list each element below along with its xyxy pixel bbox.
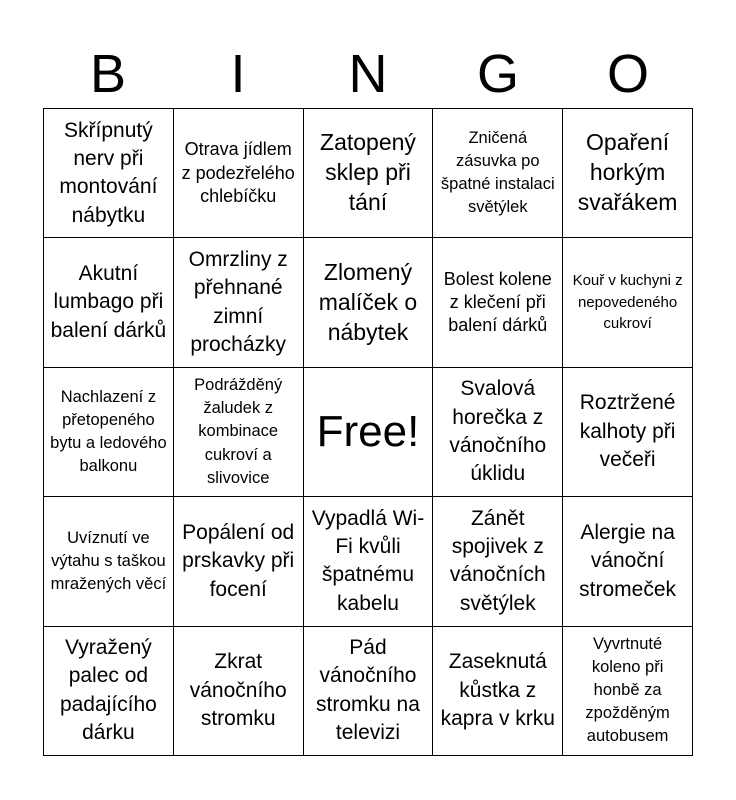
cell-text: Opaření horkým svařákem (577, 129, 678, 216)
cell-text: Pád vánočního stromku na televizi (316, 636, 420, 745)
bingo-cell-r2c1[interactable] (44, 238, 174, 367)
cell-text: Svalová horečka z vánočního úklidu (449, 377, 547, 486)
cell-text: Zánět spojivek z vánočních světýlek (449, 506, 546, 615)
cell-text: Roztržené kalhoty při večeři (579, 391, 676, 472)
bingo-cell-r4c1[interactable] (44, 497, 174, 626)
bingo-cell-r1c2[interactable] (174, 109, 304, 238)
bingo-cell-r5c4[interactable] (433, 627, 563, 756)
cell-text: Podrážděný žaludek z kombinace cukroví a slivovice (194, 376, 283, 487)
bingo-grid (43, 108, 693, 756)
cell-text: Skřípnutý nerv při montování nábytku (59, 118, 158, 227)
header-letter-i: I (230, 44, 246, 104)
header-letter-g: G (476, 44, 519, 104)
bingo-header (43, 40, 693, 108)
bingo-cell-r5c3[interactable] (304, 627, 434, 756)
bingo-cell-r5c5[interactable] (563, 627, 693, 756)
cell-text: Vyražený palec od padajícího dárku (59, 636, 157, 745)
bingo-cell-r2c5[interactable] (563, 238, 693, 367)
bingo-cell-r3c4[interactable] (433, 368, 563, 497)
cell-text: Nachlazení z přetopeného bytu a ledového balkonu (50, 387, 167, 476)
cell-text: Popálení od prskavky při focení (182, 520, 295, 601)
cell-text: Zlomený malíček o nábytek (318, 258, 418, 345)
bingo-cell-r2c2[interactable] (174, 238, 304, 367)
bingo-cell-r1c5[interactable] (563, 109, 693, 238)
cell-text: Zatopený sklep při tání (320, 129, 416, 216)
bingo-cell-r3c2[interactable] (174, 368, 304, 497)
cell-text: Omrzliny z přehnané zimní procházky (188, 247, 288, 356)
bingo-cell-r2c3[interactable] (304, 238, 434, 367)
cell-text: Zničená zásuvka po špatné instalaci světýlek (440, 129, 555, 217)
bingo-cell-free[interactable] (304, 368, 434, 497)
bingo-cell-r4c2[interactable] (174, 497, 304, 626)
bingo-cell-r2c4[interactable] (433, 238, 563, 367)
bingo-cell-r4c4[interactable] (433, 497, 563, 626)
cell-text: Bolest kolene z klečení při balení dárků (443, 268, 552, 336)
cell-text: Kouř v kuchyni z nepovedeného cukroví (572, 271, 683, 333)
bingo-cell-r5c2[interactable] (174, 627, 304, 756)
bingo-cell-r1c4[interactable] (433, 109, 563, 238)
cell-text: Zkrat vánočního stromku (189, 650, 287, 730)
free-space-label: Free! (316, 406, 420, 456)
bingo-cell-r1c1[interactable] (44, 109, 174, 238)
cell-text: Akutní lumbago při balení dárků (50, 262, 167, 342)
header-letter-o: O (606, 44, 649, 104)
cell-text: Alergie na vánoční stromeček (579, 520, 677, 601)
bingo-cell-r3c5[interactable] (563, 368, 693, 497)
cell-text: Otrava jídlem z podezřelého chlebíčku (181, 139, 295, 206)
cell-text: Zaseknutá kůstka z kapra v krku (440, 650, 555, 730)
bingo-cell-r1c3[interactable] (304, 109, 434, 238)
header-letter-b: B (89, 44, 127, 104)
cell-text: Uvíznutí ve výtahu s taškou mražených věcí (50, 528, 167, 593)
header-letter-n: N (348, 44, 388, 104)
bingo-cell-r5c1[interactable] (44, 627, 174, 756)
bingo-cell-r4c5[interactable] (563, 497, 693, 626)
bingo-cell-r4c3[interactable] (304, 497, 434, 626)
bingo-cell-r3c1[interactable] (44, 368, 174, 497)
cell-text: Vypadlá Wi-Fi kvůli špatnému kabelu (311, 506, 425, 615)
cell-text: Vyvrtnuté koleno při honbě za zpožděným autobusem (585, 635, 670, 746)
